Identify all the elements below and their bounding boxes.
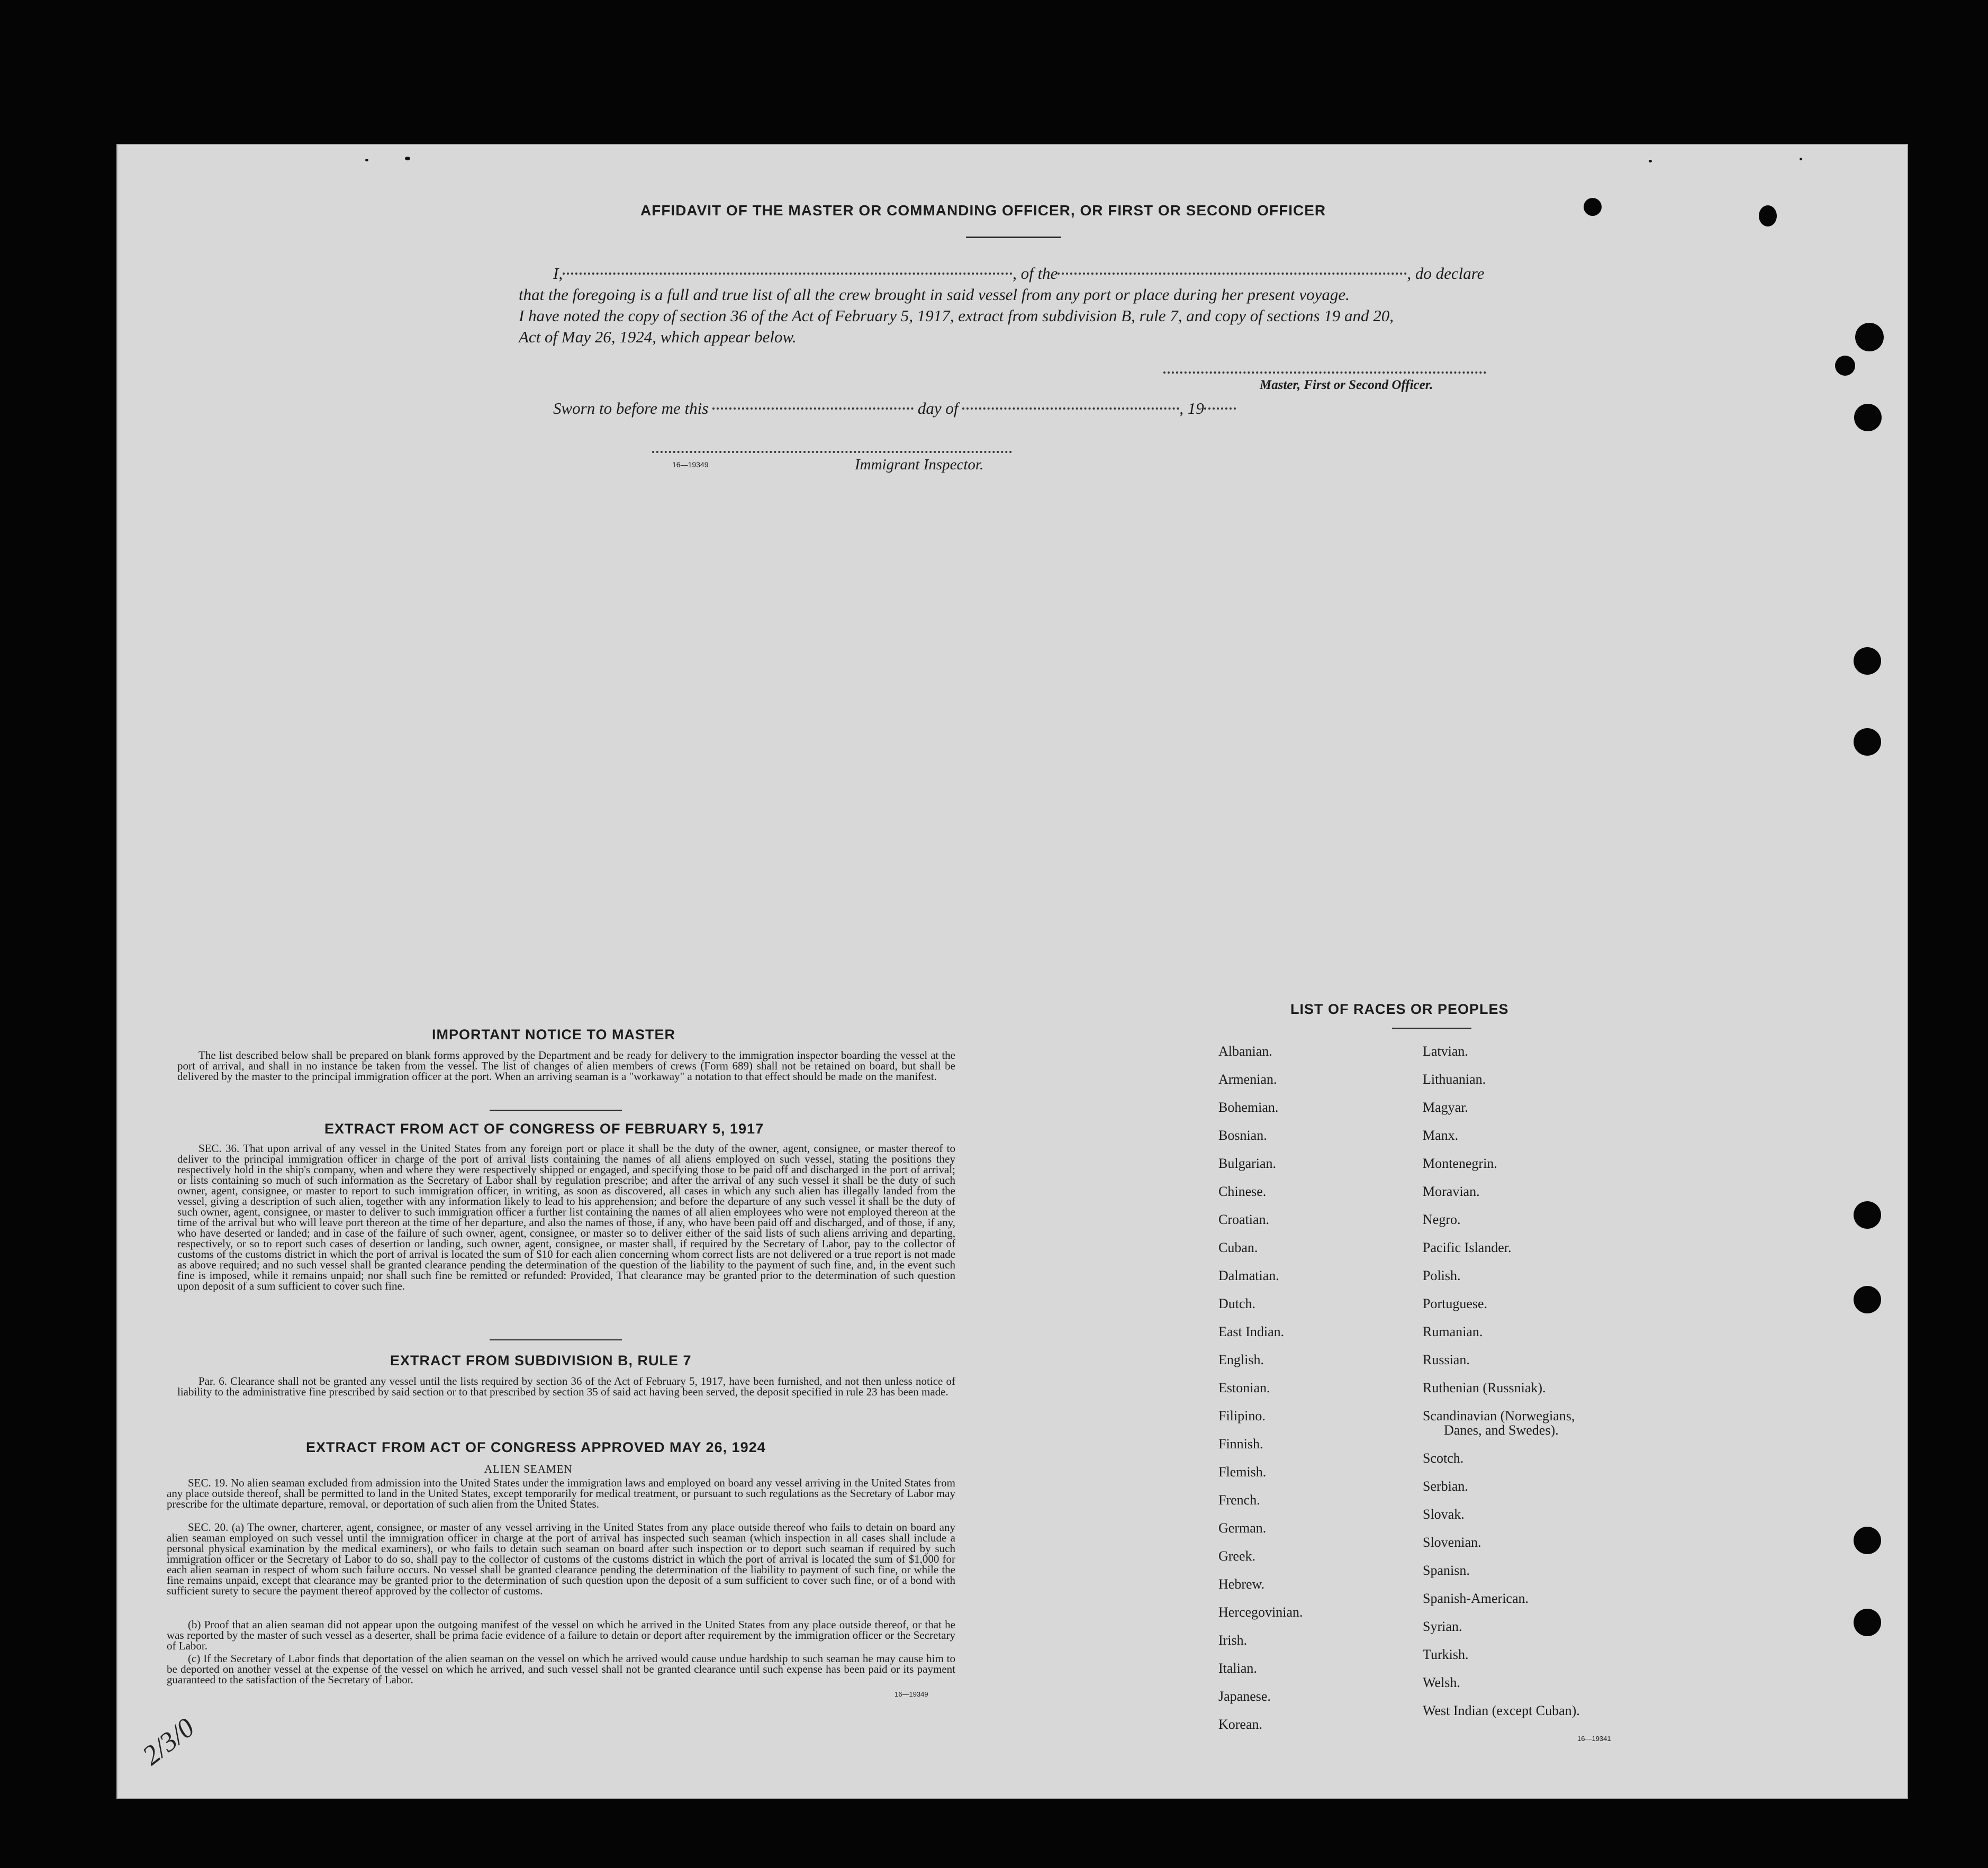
signature-line (1163, 371, 1486, 374)
race-item: Negro. (1423, 1212, 1461, 1227)
race-item: Montenegrin. (1423, 1156, 1497, 1171)
affidavit-line-1 (553, 263, 1484, 284)
race-item: Irish. (1218, 1633, 1248, 1648)
race-item: Polish. (1423, 1268, 1461, 1283)
extract-form-number: 16—19349 (894, 1690, 928, 1698)
race-item: Greek. (1218, 1548, 1256, 1564)
race-item: Welsh. (1423, 1675, 1460, 1690)
document-page (116, 144, 1908, 1799)
extract-1924-sec20b: (b) Proof that an alien seaman did not appear upon the outgoing manifest of the vessel on which he arrived in the United States from any place outside thereof, or that he was reported by the master of such vessel as a deserter, shall be prima facie evidence of a failure to detain or deport after requirement by the immigration officer or the Secretary of Labor. (167, 1618, 955, 1652)
affidavit-i: I, (553, 264, 563, 283)
race-item: Syrian. (1423, 1619, 1462, 1634)
signature-label: Master, First or Second Officer. (1260, 378, 1433, 392)
race-item: Bosnian. (1218, 1128, 1267, 1143)
notice-title: IMPORTANT NOTICE TO MASTER (432, 1027, 675, 1042)
extract-1924-sec20c: (c) If the Secretary of Labor finds that deportation of the alien seaman on the vessel on which he arrived would cause undue hardship to such seaman he may cause him to be deported on another vessel at the expense of the vessel on which he arrived, and such vessel shall not be granted clearance until such expense has been paid or its payment guaranteed to the satisfaction of the Secretary of Labor. (167, 1652, 955, 1686)
race-item: Moravian. (1423, 1184, 1480, 1199)
race-item: Japanese. (1218, 1689, 1271, 1704)
punch-hole (1855, 323, 1884, 351)
handwritten-mark: 2/3/0 (137, 1712, 201, 1771)
speck (405, 157, 410, 160)
race-item: Bohemian. (1218, 1100, 1279, 1115)
race-item: Bulgarian. (1218, 1156, 1277, 1171)
race-item: Croatian. (1218, 1212, 1270, 1227)
race-item: Lithuanian. (1423, 1072, 1486, 1087)
race-item: Manx. (1423, 1128, 1459, 1143)
punch-hole (1854, 1609, 1881, 1636)
punch-hole (1854, 1286, 1881, 1313)
inspector-label: Immigrant Inspector. (855, 456, 984, 473)
affidavit-line-4: Act of May 26, 1924, which appear below. (519, 328, 797, 346)
extract-1917-body: SEC. 36. That upon arrival of any vessel in the United States from any foreign port or place it shall be the duty of the owner, agent, consignee, or master thereof to deliver to the principal immigration officer in charge of the port of arrival lists containing the names of all aliens employed on such vessel, stating the positions they respectively hold in the ship's company, when and where they were respectively shipped or engaged, and specifying those to be paid off and discharged in the port of arrival; or lists containing so much of such information as the Secretary of Labor shall by regulation prescribe; and after the arrival of any such vessel it shall be the duty of such owner, agent, consignee, or master to report to such immigration officer, in writing, as soon as discovered, all cases in which any such alien has illegally landed from the vessel, giving a description of such alien, together with any information likely to lead to his apprehension; and before the departure of any such vessel it shall be the duty of such owner, agent, consignee, or master to deliver to such immigration officer a further list containing the names of all alien employees who were not employed thereon at the time of the arrival but who will leave port thereon at the time of her departure, and also the names of those, if any, who have been paid off and discharged, and of those, if any, who have deserted or landed; and in case of the failure of such owner, agent, consignee, or master so to deliver either of the said lists of such aliens arriving and departing, respectively, or so to report such cases of desertion or landing, such owner, agent, consignee, or master shall, if required by the Secretary of Labor, pay to the collector of customs of the customs district in which the port of arrival is located the sum of $10 for each alien concerning whom correct lists are not delivered or a true report is not made as above required; and no such vessel shall be granted clearance pending the determination of the question of the liability to the payment of such fine, and, in the event such fine is imposed, while it remains unpaid; nor shall such fine be remitted or refunded: Provided, That clearance may be granted prior to the determination of such question upon deposit of a sum sufficient to cover such fine. (177, 1142, 955, 1292)
speck (1649, 160, 1652, 162)
extract-1917-divider (490, 1339, 622, 1340)
sworn-line (553, 398, 1236, 419)
affidavit-title: AFFIDAVIT OF THE MASTER OR COMMANDING OFFICER, OR FIRST OR SECOND OFFICER (640, 202, 1326, 219)
extract-1924-sec20a: SEC. 20. (a) The owner, charterer, agent, consignee, or master of any vessel arriving in the United States from any place outside thereof who fails to detain on board any alien seaman employed on such vessel until the immigration officer in charge at the port of arrival has inspected such seaman (which inspection in all cases shall include a personal physical examination by the medical examiners), or who fails to detain such seaman on board after such inspection or to deport such seaman if required by such immigration officer or the Secretary of Labor to do so, shall pay to the collector of customs of the customs district in which the port of arrival is located the sum of $1,000 for each alien seaman in respect of whom such failure occurs. No vessel shall be granted clearance pending the determination of the liability to payment of such fine, or while the fine remains unpaid, except that clearance may be granted prior to the determination of such question upon the deposit of a sum sufficient to cover such fine, or of a bond with sufficient surety to secure the payment thereof approved by the collector of customs. (167, 1521, 955, 1597)
affidavit-declare: , do declare (1407, 264, 1485, 283)
race-item: Dalmatian. (1218, 1268, 1279, 1283)
rule7-title: EXTRACT FROM SUBDIVISION B, RULE 7 (390, 1353, 692, 1368)
race-item: Rumanian. (1423, 1324, 1483, 1339)
affidavit-of-the: , of the (1013, 264, 1058, 283)
affidavit-line-3: I have noted the copy of section 36 of the Act of February 5, 1917, extract from subdivision B, rule 7, and copy of sections 19 and 20, (519, 306, 1394, 325)
race-item: Slovenian. (1423, 1535, 1481, 1550)
race-item: Korean. (1218, 1717, 1263, 1732)
year-blank (1204, 407, 1236, 410)
race-item: Magyar. (1423, 1100, 1468, 1115)
race-item: Armenian. (1218, 1072, 1277, 1087)
race-item: Estonian. (1218, 1380, 1270, 1395)
race-item: French. (1218, 1492, 1260, 1508)
notice-divider (490, 1110, 622, 1111)
extract-1924-title: EXTRACT FROM ACT OF CONGRESS APPROVED MAY 26, 1924 (306, 1439, 766, 1455)
affidavit-form-number: 16—19349 (672, 460, 709, 469)
punch-hole (1854, 1527, 1881, 1554)
race-item: Latvian. (1423, 1044, 1468, 1059)
race-item: Portuguese. (1423, 1296, 1488, 1311)
race-item: Slovak. (1423, 1507, 1465, 1522)
inspector-line (652, 451, 1012, 453)
speck (1800, 158, 1802, 160)
day-blank (712, 407, 914, 410)
race-item: German. (1218, 1520, 1267, 1536)
vessel-blank (1058, 273, 1407, 275)
affidavit-line-2: that the foregoing is a full and true list of all the crew brought in said vessel from any port or place during her present voyage. (519, 285, 1350, 304)
races-form-number: 16—19341 (1577, 1735, 1611, 1743)
race-item: Hercegovinian. (1218, 1604, 1303, 1620)
race-item: Ruthenian (Russniak). (1423, 1380, 1546, 1395)
speck (365, 159, 368, 161)
race-item: Serbian. (1423, 1479, 1468, 1494)
race-item: Scotch. (1423, 1450, 1464, 1466)
punch-hole (1854, 728, 1881, 756)
punch-hole (1854, 1201, 1881, 1229)
race-item: Turkish. (1423, 1647, 1469, 1662)
race-item: Hebrew. (1218, 1576, 1265, 1592)
punch-hole (1854, 404, 1882, 431)
name-blank (563, 273, 1013, 275)
day-of-text: day of (917, 399, 959, 418)
year-prefix: , 19 (1179, 399, 1204, 418)
race-item: West Indian (except Cuban). (1423, 1703, 1580, 1718)
race-item: Scandinavian (Norwegians, (1423, 1408, 1575, 1423)
race-item: Flemish. (1218, 1464, 1267, 1480)
races-title: LIST OF RACES OR PEOPLES (1290, 1001, 1509, 1017)
sworn-text: Sworn to before me this (553, 399, 709, 418)
alien-seamen-subtitle: ALIEN SEAMEN (484, 1463, 573, 1475)
race-item: Spanish-American. (1423, 1591, 1529, 1606)
title-divider (966, 237, 1061, 238)
punch-hole (1854, 647, 1881, 675)
race-item: Cuban. (1218, 1240, 1258, 1255)
extract-1924-sec19: SEC. 19. No alien seaman excluded from admission into the United States under the immigration laws and employed on board any vessel arriving in the United States from any place outside thereof, shall be permitted to land in the United States, except temporarily for medical treatment, or pursuant to such regulations as the Secretary of Labor may prescribe for the ultimate departure, removal, or deportation of such alien from the United States. (167, 1476, 955, 1510)
race-item: Danes, and Swedes). (1444, 1422, 1559, 1438)
race-item: Spanisn. (1423, 1563, 1470, 1578)
race-item: Russian. (1423, 1352, 1470, 1367)
punch-hole (1835, 356, 1855, 376)
extract-1917-title: EXTRACT FROM ACT OF CONGRESS OF FEBRUARY 5, 1917 (324, 1121, 764, 1137)
race-item: Dutch. (1218, 1296, 1256, 1311)
month-blank (962, 407, 1179, 410)
race-item: English. (1218, 1352, 1264, 1367)
race-item: East Indian. (1218, 1324, 1285, 1339)
race-item: Filipino. (1218, 1408, 1266, 1423)
notice-body: The list described below shall be prepared on blank forms approved by the Department and be ready for delivery to the immigration inspector boarding the vessel at the port of arrival, and shall in no instance be taken from the vessel. The list of changes of alien members of crews (Form 689) shall not be retained on board, but shall be delivered by the master to the principal immigration officer at the port. When an arriving seaman is a "workaway" a notation to that effect should be made on the manifest. (177, 1049, 955, 1083)
races-divider (1392, 1028, 1471, 1029)
race-item: Pacific Islander. (1423, 1240, 1512, 1255)
rule7-body: Par. 6. Clearance shall not be granted any vessel until the lists required by section 36 of the Act of February 5, 1917, have been furnished, and not then unless notice of liability to the administrative fine prescribed by said section or to that prescribed by section 35 of said act having been served, the deposit specified in rule 23 has been made. (177, 1375, 955, 1398)
race-item: Italian. (1218, 1661, 1257, 1676)
punch-hole (1584, 198, 1602, 216)
race-item: Albanian. (1218, 1044, 1272, 1059)
race-item: Finnish. (1218, 1436, 1263, 1452)
punch-hole (1759, 205, 1777, 226)
race-item: Chinese. (1218, 1184, 1267, 1199)
